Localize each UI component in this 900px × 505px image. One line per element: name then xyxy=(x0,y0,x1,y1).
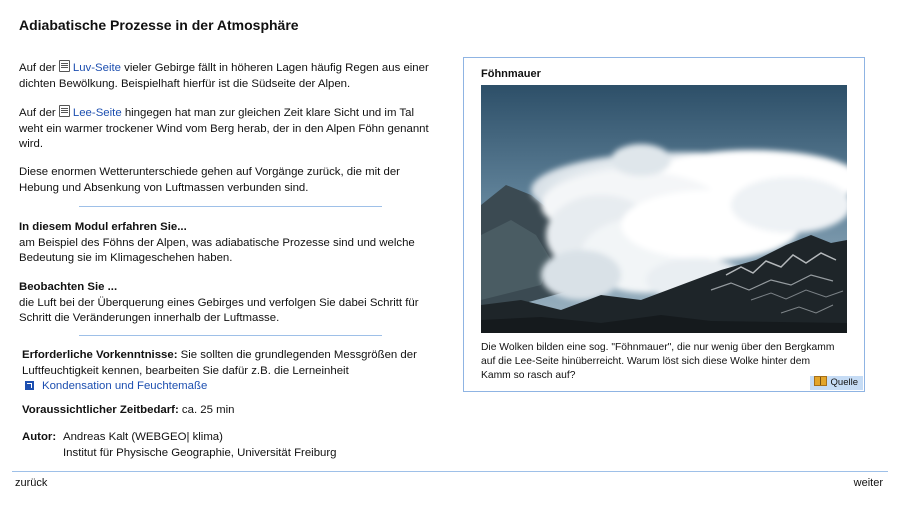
observe-text: die Luft bei der Überquerung eines Gebirges und verfolgen Sie dabei Schritt für Schritt die Veränderungen innerhalb der Luftmasse. xyxy=(19,296,419,324)
back-button[interactable]: zurück xyxy=(15,477,48,489)
duration-label: Voraussichtlicher Zeitbedarf: xyxy=(22,404,179,416)
requirements-text: Sie sollten die grundlegenden Messgrößen der Luftfeuchtigkeit kennen, bearbeiten Sie dafür z.B. die Lerneinheit xyxy=(22,349,417,377)
learn-heading: In diesem Modul erfahren Sie... xyxy=(19,221,187,233)
footer-divider xyxy=(12,471,888,472)
kondensation-link[interactable]: Kondensation und Feuchtemaße xyxy=(42,380,208,392)
author-name: Andreas Kalt (WEBGEO| klima) xyxy=(63,431,223,443)
requirements-label: Erforderliche Vorkenntnisse: xyxy=(22,349,178,361)
page-icon xyxy=(59,60,70,72)
intro-paragraph-summary: Diese enormen Wetterunterschiede gehen auf Vorgänge zurück, die mit der Hebung und Absenkung von Luftmassen verbunden sind. xyxy=(19,166,400,194)
page-icon xyxy=(59,105,70,117)
author-block xyxy=(22,430,337,459)
lee-seite-link[interactable]: Lee-Seite xyxy=(72,107,122,119)
figure-title: Föhnmauer xyxy=(481,68,541,80)
intro-paragraph-luv xyxy=(19,60,429,92)
divider xyxy=(79,206,382,207)
text-fragment: vieler Gebirge fällt in höheren Lagen häufig Regen aus einer dichten Bewölkung. Beispielhaft hierfür ist die Südseite der Alpen. xyxy=(19,62,429,90)
learn-text: am Beispiel des Föhns der Alpen, was adiabatische Prozesse sind und welche Bedeutung sie im Klimageschehen haben. xyxy=(19,236,415,264)
figure-caption: Die Wolken bilden eine sog. "Föhnmauer", die nur wenig über den Bergkamm auf die Lee-Seite hinüberreicht. Warum löst sich diese Wolke hinter dem Kamm so rasch auf? xyxy=(481,342,835,381)
duration-block xyxy=(22,403,234,419)
external-link-icon[interactable] xyxy=(25,381,34,390)
divider xyxy=(79,335,382,336)
observe-heading: Beobachten Sie ... xyxy=(19,281,118,293)
author-institute: Institut für Physische Geographie, Universität Freiburg xyxy=(63,446,337,459)
text-fragment: Auf der xyxy=(19,107,59,119)
source-label: Quelle xyxy=(830,377,858,388)
text-fragment: Auf der xyxy=(19,62,59,74)
intro-paragraph-lee xyxy=(19,105,429,153)
book-icon xyxy=(814,376,827,386)
text-fragment: hingegen hat man zur gleichen Zeit klare Sicht und im Tal weht ein warmer trockener Wind vom Berg herab, der in den Alpen Föhn genannt wird. xyxy=(19,107,429,150)
luv-seite-link[interactable]: Luv-Seite xyxy=(72,62,122,74)
foehn-photo xyxy=(481,85,847,333)
next-button[interactable]: weiter xyxy=(853,477,883,489)
module-observe-block xyxy=(19,280,429,327)
author-label: Autor: xyxy=(22,431,57,443)
module-learn-block xyxy=(19,220,429,267)
duration-value: ca. 25 min xyxy=(178,404,235,416)
page-title: Adiabatische Prozesse in der Atmosphäre xyxy=(19,17,299,33)
source-button[interactable] xyxy=(810,376,863,390)
requirements-block xyxy=(22,348,432,395)
figure-panel xyxy=(463,57,865,392)
